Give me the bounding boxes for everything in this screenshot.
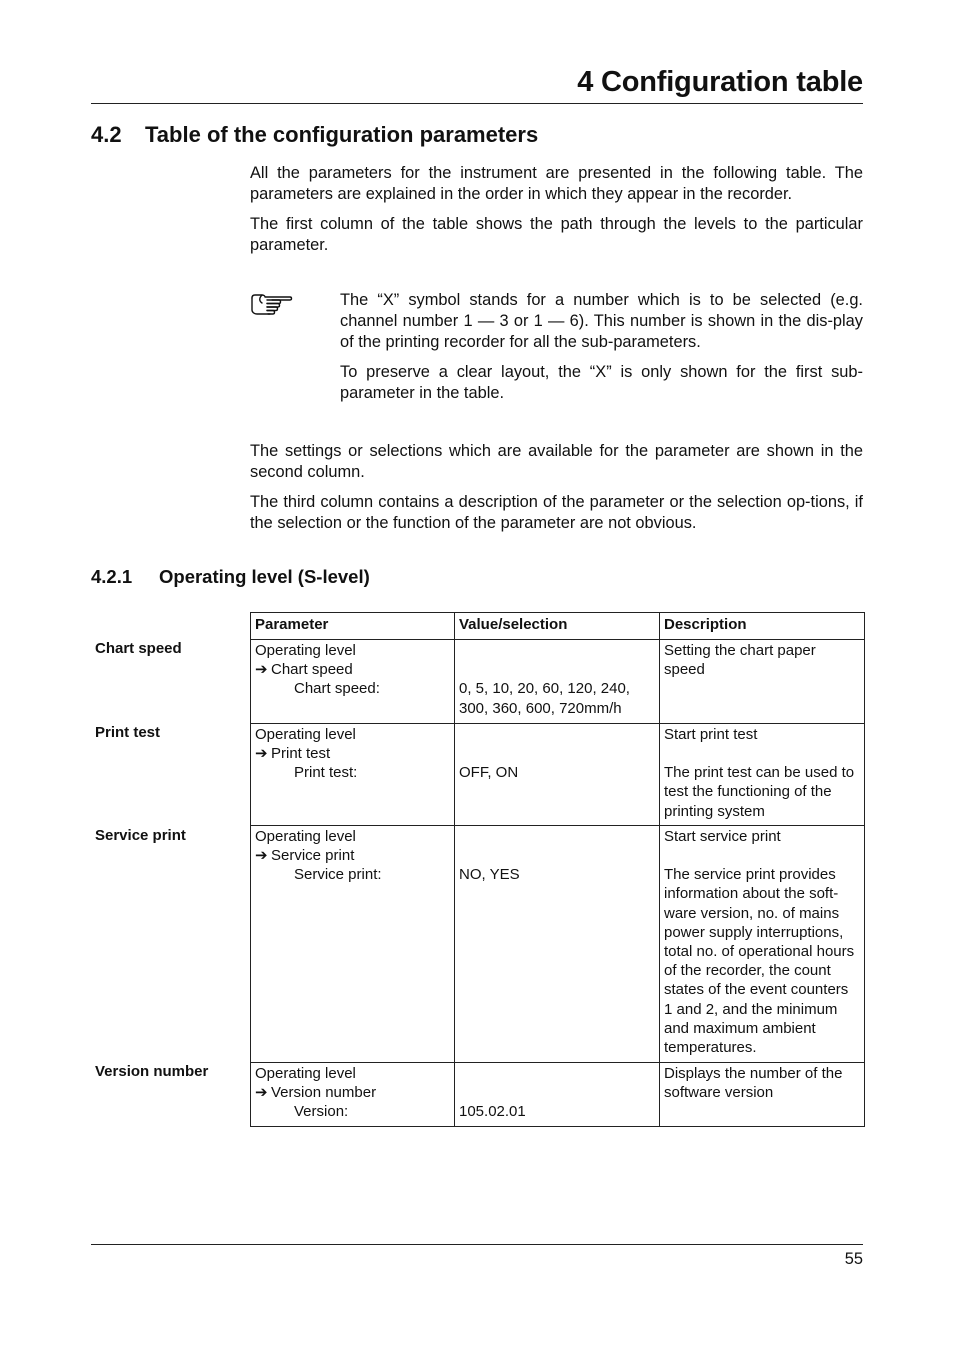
row-label-version-number: Version number xyxy=(95,1063,209,1080)
intro-paragraph-2: The first column of the table shows the path through the levels to the particular parameter. xyxy=(250,215,863,254)
value-cell xyxy=(455,724,660,826)
page-number: 55 xyxy=(844,1250,863,1268)
description-cell xyxy=(660,640,865,724)
parameter-table xyxy=(250,612,865,1127)
row-label-print-test: Print test xyxy=(95,724,161,741)
parameter-cell xyxy=(251,724,455,826)
description-text: The service print provides information about the soft-ware version, no. of mains power supply interruptions, total no. of operational hours of the recorder, the count states of the event counters 1 and 2, and the minimum and maximum ambient temperatures. xyxy=(664,866,855,1057)
note-paragraph-1: The “X” symbol stands for a number which is to be selected (e.g. channel number 1 — 3 or 1 — 6). This number is shown in the dis-play of the printing recorder for all the sub-parameters. xyxy=(340,291,863,351)
description-title: Start service print xyxy=(664,828,781,845)
intro-paragraph-1: All the parameters for the instrument are presented in the following table. The parameters are explained in the order in which they appear in the recorder. xyxy=(250,164,863,203)
description-text: Displays the number of the software version xyxy=(664,1065,843,1102)
path-step: ➔ Chart speed xyxy=(255,661,353,679)
section-title xyxy=(91,122,538,148)
description-text: The print test can be used to test the functioning of the printing system xyxy=(664,764,855,820)
value-line: NO, YES xyxy=(459,866,520,884)
description-cell xyxy=(660,826,865,1063)
note-paragraph-2: To preserve a clear layout, the “X” is only shown for the first sub-parameter in the table. xyxy=(340,363,863,402)
path-parameter: Print test: xyxy=(294,764,358,782)
arrow-right-icon: ➔ xyxy=(255,745,268,763)
value-line: 0, 5, 10, 20, 60, 120, 240, xyxy=(459,680,630,698)
path-step: ➔ Version number xyxy=(255,1084,377,1102)
description-text: Setting the chart paper speed xyxy=(664,642,816,679)
path-parameter: Chart speed: xyxy=(294,680,380,698)
path-level: Operating level xyxy=(255,1065,356,1082)
section-number: 4.2 xyxy=(91,122,122,147)
row-label-service-print: Service print xyxy=(95,827,186,844)
path-parameter: Service print: xyxy=(294,866,382,884)
section-title-text: Table of the configuration parameters xyxy=(145,122,539,147)
value-line: 105.02.01 xyxy=(459,1103,526,1121)
description-title: Start print test xyxy=(664,726,758,743)
value-line: OFF, ON xyxy=(459,764,519,782)
value-cell xyxy=(455,640,660,724)
header-value-selection: Value/selection xyxy=(455,613,660,640)
parameter-cell xyxy=(251,640,455,724)
path-level: Operating level xyxy=(255,642,356,659)
footer-rule xyxy=(91,1244,863,1245)
header-description: Description xyxy=(660,613,865,640)
arrow-right-icon: ➔ xyxy=(255,1084,268,1102)
path-level: Operating level xyxy=(255,726,356,743)
parameter-cell xyxy=(251,826,455,1063)
arrow-right-icon: ➔ xyxy=(255,661,268,679)
pointing-hand-icon xyxy=(250,292,294,316)
path-level: Operating level xyxy=(255,828,356,845)
description-paragraph: The third column contains a description of the parameter or the selection op-tions, if the selection or the function of the parameter are not obvious. xyxy=(250,493,863,532)
chapter-title: 4 Configuration table xyxy=(577,66,863,98)
subsection-number: 4.2.1 xyxy=(91,566,133,587)
description-cell xyxy=(660,1063,865,1127)
path-step: ➔ Print test xyxy=(255,745,331,763)
settings-paragraph: The settings or selections which are available for the parameter are shown in the second column. xyxy=(250,442,863,481)
path-parameter: Version: xyxy=(294,1103,349,1121)
arrow-right-icon: ➔ xyxy=(255,847,268,865)
value-cell xyxy=(455,826,660,1063)
table-row xyxy=(251,640,865,724)
value-line: 300, 360, 600, 720mm/h xyxy=(459,699,622,717)
table-header-row xyxy=(251,613,865,640)
header-rule xyxy=(91,103,863,104)
table-row xyxy=(251,1063,865,1127)
parameter-cell xyxy=(251,1063,455,1127)
table-row xyxy=(251,724,865,826)
header-parameter: Parameter xyxy=(251,613,455,640)
row-label-chart-speed: Chart speed xyxy=(95,640,182,657)
path-step: ➔ Service print xyxy=(255,847,355,865)
subsection-title xyxy=(91,566,370,588)
table-row xyxy=(251,826,865,1063)
description-cell xyxy=(660,724,865,826)
value-cell xyxy=(455,1063,660,1127)
subsection-title-text: Operating level (S-level) xyxy=(159,566,370,587)
